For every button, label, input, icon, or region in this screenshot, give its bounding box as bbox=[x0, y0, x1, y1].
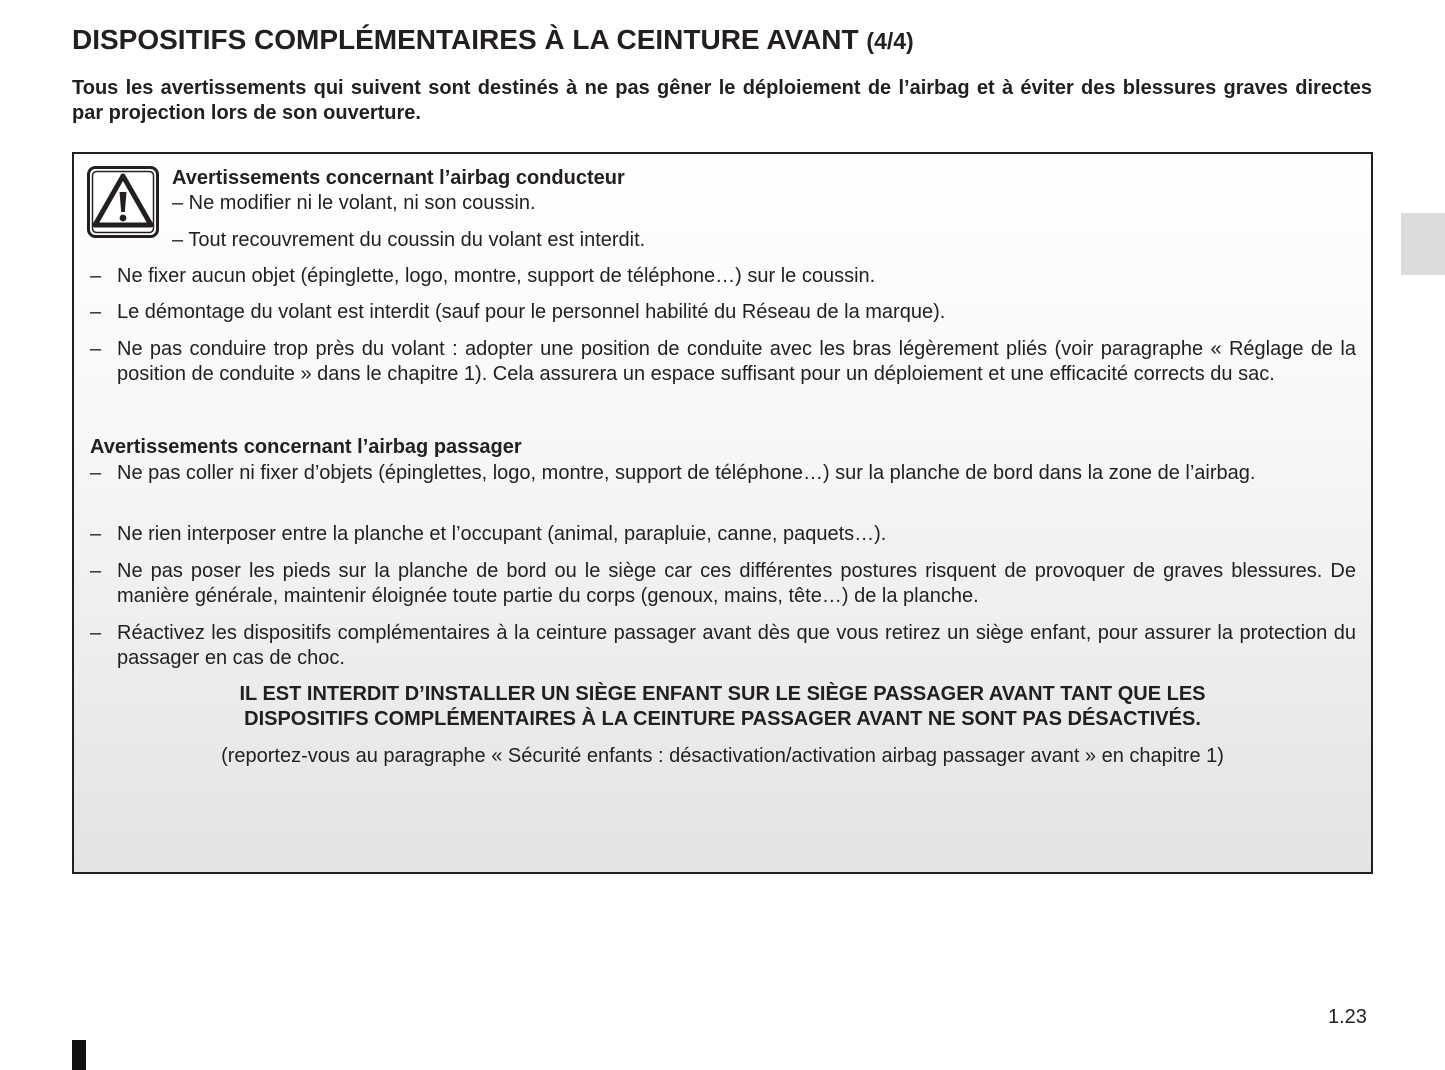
driver-line-2: – Tout recouvrement du coussin du volant est interdit. bbox=[172, 229, 646, 251]
list-dash: – bbox=[90, 523, 102, 545]
page-title-text: DISPOSITIFS COMPLÉMENTAIRES À LA CEINTURE AVANT bbox=[72, 24, 859, 55]
page-title bbox=[72, 24, 914, 56]
prohibition-line-2: DISPOSITIFS COMPLÉMENTAIRES À LA CEINTURE PASSAGER AVANT NE SONT PAS DÉSACTIVÉS. bbox=[244, 708, 1201, 730]
list-item bbox=[90, 300, 1356, 325]
page-title-part-indicator: (4/4) bbox=[866, 28, 914, 54]
warning-triangle-icon bbox=[87, 166, 159, 238]
list-dash: – bbox=[90, 560, 102, 582]
chapter-tab bbox=[1401, 213, 1445, 275]
driver-section-title: Avertissements concernant l’airbag conducteur bbox=[172, 167, 625, 189]
warning-box bbox=[72, 152, 1373, 874]
list-item-text: Ne pas poser les pieds sur la planche de bord ou le siège car ces différentes postures risquent de provoquer de graves blessures. De manière générale, maintenir éloignée toute partie du corps (genoux, mains, tête…) de la planche. bbox=[117, 560, 1356, 607]
list-dash: – bbox=[90, 462, 102, 484]
chapter-reference: (reportez-vous au paragraphe « Sécurité enfants : désactivation/activation airbag passager avant » en chapitre 1) bbox=[221, 745, 1224, 767]
passenger-section-title: Avertissements concernant l’airbag passager bbox=[90, 436, 522, 458]
list-item bbox=[90, 264, 1356, 289]
list-item-text: Ne fixer aucun objet (épinglette, logo, montre, support de téléphone…) sur le coussin. bbox=[117, 265, 876, 287]
page-number: 1.23 bbox=[1328, 1006, 1367, 1028]
list-item bbox=[90, 559, 1356, 609]
list-dash: – bbox=[90, 622, 102, 644]
list-dash: – bbox=[90, 301, 102, 323]
list-dash: – bbox=[90, 338, 102, 360]
driver-line-1: – Ne modifier ni le volant, ni son coussin. bbox=[172, 192, 536, 214]
intro-paragraph: Tous les avertissements qui suivent sont destinés à ne pas gêner le déploiement de l’airbag et à éviter des blessures graves directes par projection lors de son ouverture. bbox=[72, 77, 1372, 124]
list-item bbox=[90, 337, 1356, 387]
list-item-text: Ne rien interposer entre la planche et l’occupant (animal, parapluie, canne, paquets…). bbox=[117, 523, 887, 545]
list-item-text: Réactivez les dispositifs complémentaires à la ceinture passager avant dès que vous retirez un siège enfant, pour assurer la protection du passager en cas de choc. bbox=[117, 622, 1356, 669]
list-item bbox=[90, 461, 1356, 486]
list-item-text: Ne pas coller ni fixer d’objets (épinglettes, logo, montre, support de téléphone…) sur la planche de bord dans la zone de l’airbag. bbox=[117, 462, 1256, 484]
list-item bbox=[90, 621, 1356, 671]
prohibition-line-1: IL EST INTERDIT D’INSTALLER UN SIÈGE ENFANT SUR LE SIÈGE PASSAGER AVANT TANT QUE LES bbox=[239, 683, 1206, 705]
corner-marker bbox=[72, 1040, 86, 1070]
list-item bbox=[90, 522, 1356, 547]
list-item-text: Ne pas conduire trop près du volant : adopter une position de conduite avec les bras légèrement pliés (voir paragraphe « Réglage de la position de conduite » dans le chapitre 1). Cela assurera un espace suffisant pour un déploiement et une efficacité corrects du sac. bbox=[117, 338, 1356, 385]
list-item-text: Le démontage du volant est interdit (sauf pour le personnel habilité du Réseau de la marque). bbox=[117, 301, 946, 323]
list-dash: – bbox=[90, 265, 102, 287]
